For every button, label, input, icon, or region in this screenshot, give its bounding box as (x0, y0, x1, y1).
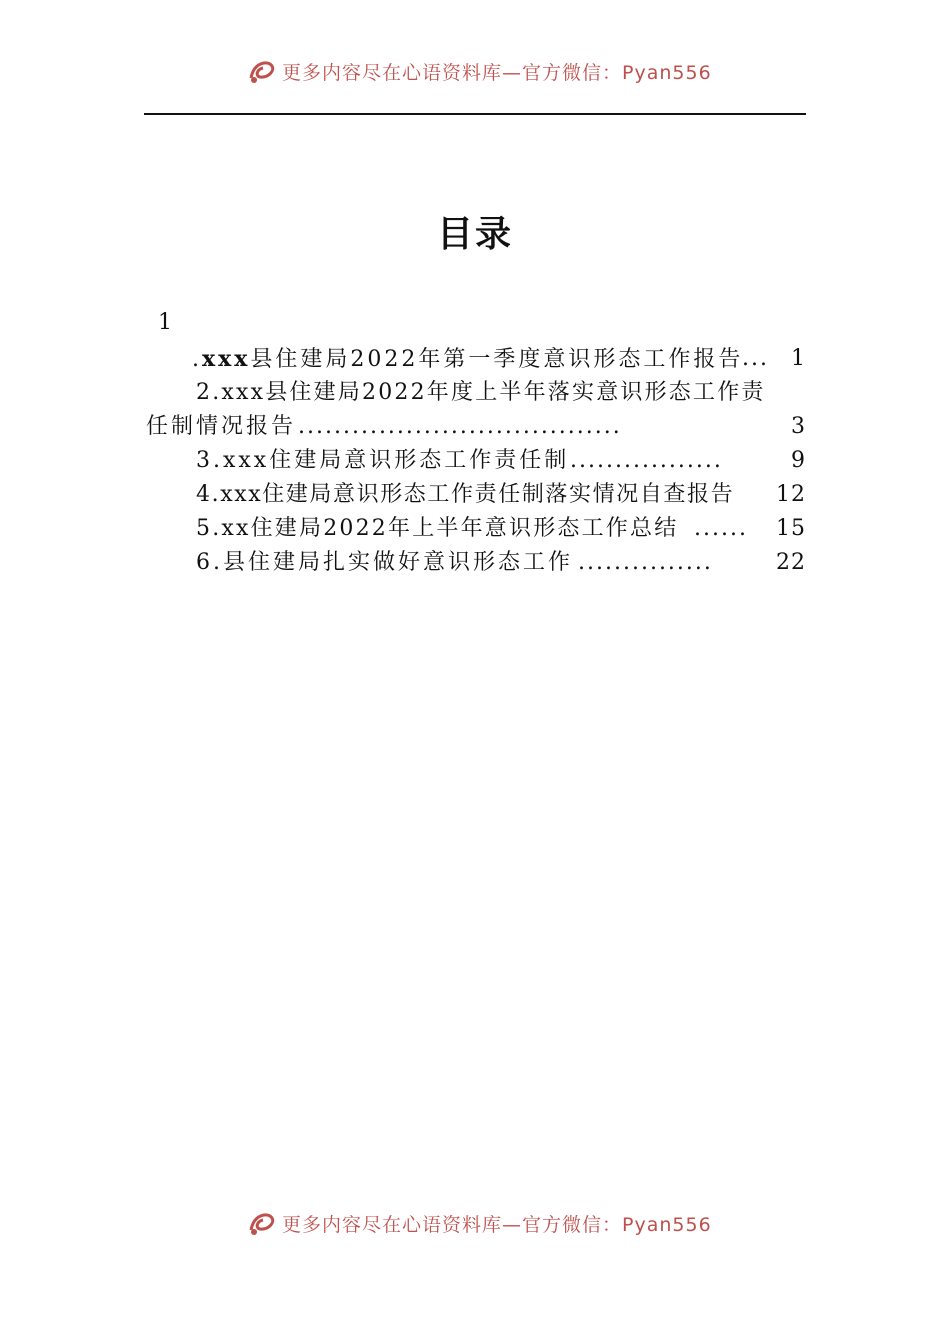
toc-entry-6-page: 22 (776, 550, 806, 575)
toc-lead-number: 1 (158, 310, 172, 335)
toc-entry-2-cont-text: 任制情况报告 (146, 414, 297, 439)
table-of-contents (146, 342, 806, 580)
toc-entry-2-text: 2.xxx县住建局2022年度上半年落实意识形态工作责 (196, 380, 766, 405)
toc-entry-4[interactable] (146, 478, 806, 512)
footer-watermark (248, 1208, 712, 1238)
toc-entry-1[interactable] (146, 342, 806, 376)
brand-logo-icon (248, 1210, 276, 1236)
toc-entry-5-leader: ...... (694, 516, 748, 541)
toc-entry-4-page: 12 (776, 482, 806, 507)
toc-entry-5[interactable] (146, 512, 806, 546)
toc-entry-6[interactable] (146, 546, 806, 580)
toc-entry-5-text: 5.xx住建局2022年上半年意识形态工作总结 (196, 516, 679, 541)
toc-entry-3[interactable] (146, 444, 806, 478)
toc-entry-1-leader: ... (742, 346, 769, 371)
toc-entry-1-page: 1 (791, 346, 806, 371)
toc-entry-1-prefix: . (192, 347, 202, 372)
toc-entry-1-text: 县住建局2022年第一季度意识形态工作报告 (250, 347, 744, 372)
brand-logo-icon (248, 58, 276, 84)
toc-entry-2-cont[interactable] (146, 410, 806, 444)
header-rule (144, 113, 806, 115)
toc-entry-6-leader: ............... (578, 550, 713, 575)
toc-entry-4-text: 4.xxx住建局意识形态工作责任制落实情况自查报告 (196, 482, 735, 507)
toc-entry-3-text: 3.xxx住建局意识形态工作责任制 (196, 448, 570, 473)
toc-entry-5-page: 15 (776, 516, 806, 541)
footer-banner-text: 更多内容尽在心语资料库—官方微信：Pyan556 (282, 1213, 712, 1236)
toc-entry-2-leader: .................................... (298, 414, 622, 439)
page-title: 目录 (436, 213, 513, 255)
toc-entry-3-page: 9 (791, 448, 806, 473)
toc-entry-6-text: 6.县住建局扎实做好意识形态工作 (196, 550, 573, 575)
toc-entry-1-bold: xxx (202, 346, 251, 372)
toc-entry-2-page: 3 (791, 414, 806, 439)
header-watermark (248, 56, 712, 86)
toc-entry-3-leader: ................. (570, 448, 723, 473)
toc-entry-2[interactable] (146, 376, 806, 410)
header-banner-text: 更多内容尽在心语资料库—官方微信：Pyan556 (282, 61, 712, 84)
